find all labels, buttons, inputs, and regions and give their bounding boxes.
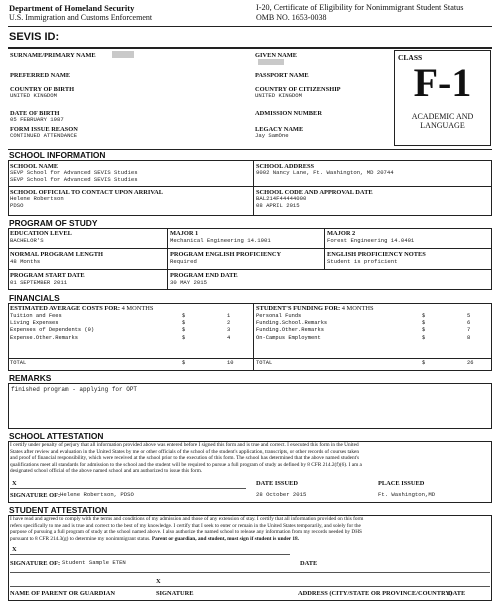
school-name-2: SEVP School for Advanced SEVIS Studies [10, 176, 138, 183]
place-issued-value: Ft. Washington,MD [378, 491, 436, 498]
class-value: F-1 [413, 60, 472, 105]
student-sig-name: Student Sample ETEN [62, 559, 126, 566]
cost-amount: 1 [227, 313, 231, 319]
school-section-title: SCHOOL INFORMATION [9, 150, 106, 160]
admission-label: ADMISSION NUMBER [255, 110, 322, 117]
redacted-given-name [258, 59, 284, 65]
program-start-label: PROGRAM START DATE [10, 272, 85, 279]
funding-currency: $ [422, 334, 426, 341]
class-label: CLASS [398, 53, 423, 62]
school-code-value: BAL214F44444000 [256, 195, 307, 202]
class-desc-2: LANGUAGE [420, 121, 465, 130]
program-divider-2 [324, 228, 325, 270]
program-length-value: 48 Months [10, 258, 41, 265]
school-name-1: SEVP School for Advanced SEVIS Studies [10, 169, 138, 176]
attestation-line: designated school official of the above named school and am authorized to issue this form. [10, 468, 203, 475]
funding-list [256, 313, 490, 342]
remarks-section-title: REMARKS [9, 373, 52, 383]
costs-total-row [10, 360, 250, 367]
funding-name: Personal Funds [256, 313, 302, 319]
parent-sig-x: X [156, 578, 161, 585]
omb-number: OMB NO. 1653-0038 [256, 13, 327, 22]
financials-divider [253, 303, 254, 371]
student-row-rule [10, 572, 490, 573]
funding-currency: $ [422, 313, 426, 319]
costs-total-value: 10 [227, 360, 234, 366]
parent-address-label: ADDRESS (CITY/STATE OR PROVINCE/COUNTRY) [298, 590, 453, 597]
costs-label: ESTIMATED AVERAGE COSTS FOR: [10, 305, 121, 312]
funding-label: STUDENT'S FUNDING FOR: [256, 305, 341, 312]
funding-amount: 7 [467, 327, 471, 334]
costs-total-label: TOTAL [10, 360, 27, 366]
costs-list [10, 313, 250, 342]
funding-total-row [256, 360, 490, 367]
list-item [256, 335, 490, 342]
funding-amount: 5 [467, 313, 471, 319]
school-address-label: SCHOOL ADDRESS [256, 163, 315, 170]
attestation-line: I have read and agreed to comply with the terms and conditions of my admission and those of any extension of stay. I certify that all information provided on this form [10, 516, 364, 522]
funding-name: Funding.School.Remarks [256, 320, 328, 327]
sevis-id-label: SEVIS ID: [9, 31, 60, 43]
list-item [256, 327, 490, 334]
form-title: I-20, Certificate of Eligibility for Nonimmigrant Student Status [256, 3, 464, 12]
student-sig-line [10, 554, 290, 555]
program-rule-1 [8, 248, 492, 249]
student-attestation-text [10, 516, 490, 542]
preferred-name-label: PREFERRED NAME [10, 72, 71, 79]
cost-currency: $ [182, 313, 186, 319]
major2-label: MAJOR 2 [327, 230, 356, 237]
major2-value: Forest Engineering 14.0401 [327, 237, 415, 244]
given-name-label: GIVEN NAME [255, 52, 298, 59]
funding-currency: $ [422, 320, 426, 327]
english-proficiency-label: PROGRAM ENGLISH PROFICIENCY [170, 251, 282, 258]
program-divider-1 [167, 228, 168, 290]
funding-total-currency: $ [422, 360, 426, 366]
parent-signature-label: SIGNATURE [156, 590, 194, 597]
cost-amount: 2 [227, 320, 231, 327]
english-notes-label: ENGLISH PROFICIENCY NOTES [327, 251, 426, 258]
funding-name: On-Campus Employment [256, 334, 321, 341]
funding-currency: $ [422, 327, 426, 334]
legacy-value: Jay SamOne [255, 132, 289, 139]
school-approval-date: 08 APRIL 2015 [256, 202, 300, 209]
school-mid-rule [8, 186, 492, 187]
major1-value: Mechanical Engineering 14.1901 [170, 237, 271, 244]
attestation-line-text: pursuant to 8 CFR 214.3(g) to determine my nonimmigrant status. [10, 535, 151, 542]
english-proficiency-value: Required [170, 258, 197, 265]
edu-level-label: EDUCATION LEVEL [10, 230, 72, 237]
school-sig-line [10, 488, 246, 489]
list-item [10, 313, 250, 320]
school-divider [253, 160, 254, 216]
dob-label: DATE OF BIRTH [10, 110, 60, 117]
dob-value: 05 FEBRUARY 1987 [10, 116, 64, 123]
attestation-line: and proof of financial responsibility, which were received at the school prior to the execution of this form. The school has determined that the above named student's [10, 455, 360, 462]
funding-total-value: 26 [467, 360, 474, 366]
major1-label: MAJOR 1 [170, 230, 199, 237]
parent-name-label: NAME OF PARENT OR GUARDIAN [10, 590, 115, 597]
school-official-name: Helene Robertson [10, 195, 64, 202]
cost-amount: 3 [227, 327, 231, 334]
costs-header [10, 305, 153, 312]
funding-amount: 8 [467, 334, 471, 341]
cost-currency: $ [182, 327, 186, 334]
funding-total-label: TOTAL [256, 360, 273, 366]
reason-label: FORM ISSUE REASON [10, 126, 78, 133]
student-date-label: DATE [300, 560, 318, 567]
cost-name: Expense.Other.Remarks [10, 334, 78, 341]
cost-name: Expenses of Dependents (0) [10, 327, 95, 334]
list-item [10, 327, 250, 334]
funding-months: 4 MONTHS [341, 305, 374, 312]
financials-section-title: FINANCIALS [9, 293, 60, 303]
program-length-label: NORMAL PROGRAM LENGTH [10, 251, 104, 258]
program-rule-2 [8, 269, 492, 270]
passport-name-label: PASSPORT NAME [255, 72, 309, 79]
funding-header [256, 305, 374, 312]
cost-currency: $ [182, 320, 186, 327]
legacy-label: LEGACY NAME [255, 126, 304, 133]
attestation-line: purpose of pursuing a full program of study at the school named above. I also authorize the named school to release any information from my records needed by DHS [10, 529, 362, 536]
school-sig-label: SIGNATURE OF: [10, 492, 61, 499]
student-sig-label: SIGNATURE OF: [10, 560, 61, 567]
attestation-line: refers specifically to me and is true and correct to the best of my knowledge. I certify that I seek to enter or remain in the United States temporarily, and solely for the [10, 522, 361, 529]
student-attestation-title: STUDENT ATTESTATION [9, 505, 108, 515]
agency-name: U.S. Immigration and Customs Enforcement [9, 13, 153, 22]
attestation-line: I certify under penalty of perjury that all information provided above was entered before I signed this form and is true and correct. I executed this form in the United [10, 442, 359, 448]
school-code-label: SCHOOL CODE AND APPROVAL DATE [256, 189, 373, 196]
list-item [256, 320, 490, 327]
student-sig-x: X [12, 546, 17, 553]
school-official-label: SCHOOL OFFICIAL TO CONTACT UPON ARRIVAL [10, 189, 163, 196]
school-name-label: SCHOOL NAME [10, 163, 59, 170]
costs-months: 4 MONTHS [121, 305, 154, 312]
costs-total-currency: $ [182, 360, 186, 366]
date-issued-label: DATE ISSUED [256, 480, 298, 487]
cost-name: Tuition and Fees [10, 313, 62, 319]
reason-value: CONTINUED ATTENDANCE [10, 132, 78, 139]
place-issued-label: PLACE ISSUED [378, 480, 425, 487]
parent-row-rule [10, 586, 490, 587]
school-address-value: 9002 Nancy Lane, Ft. Washington, MD 20744 [256, 169, 394, 176]
program-start-value: 01 SEPTEMBER 2011 [10, 279, 68, 286]
school-attestation-title: SCHOOL ATTESTATION [9, 431, 104, 441]
cost-currency: $ [182, 334, 186, 341]
cost-name: Living Expenses [10, 320, 59, 327]
list-item [256, 313, 490, 320]
redacted-surname [112, 51, 134, 58]
birth-country-value: UNITED KINGDOM [10, 92, 57, 99]
program-end-label: PROGRAM END DATE [170, 272, 238, 279]
english-notes-value: Student is proficient [327, 258, 398, 265]
citizenship-value: UNITED KINGDOM [255, 92, 302, 99]
attestation-line: qualifications meet all standards for admission to the school and the student will be required to pursue a full program of study as defined by 8 CFR 214.2(f)(6). I am a [10, 461, 362, 468]
remarks-text: finished program - applying for OPT [11, 386, 138, 393]
edu-level-value: BACHELOR'S [10, 237, 44, 244]
financials-total-rule [8, 358, 492, 359]
cost-amount: 4 [227, 334, 231, 341]
program-section-title: PROGRAM OF STUDY [9, 218, 98, 228]
dept-name: Department of Homeland Security [9, 3, 135, 13]
list-item [10, 320, 250, 327]
program-end-value: 30 MAY 2015 [170, 279, 207, 286]
surname-label: SURNAME/PRIMARY NAME [10, 52, 96, 59]
citizenship-label: COUNTRY OF CITIZENSHIP [255, 86, 341, 93]
header-rule [8, 26, 492, 27]
class-desc-1: ACADEMIC AND [411, 112, 474, 121]
funding-amount: 6 [467, 320, 471, 327]
sevis-rule [8, 47, 492, 49]
attestation-bold-tail: Parent or guardian, and student, must sign if student is under 18. [151, 535, 300, 542]
funding-name: Funding.Other.Remarks [256, 327, 324, 334]
school-attestation-text [10, 442, 490, 475]
birth-country-label: COUNTRY OF BIRTH [10, 86, 75, 93]
list-item [10, 335, 250, 342]
school-official-title: PDSO [10, 202, 24, 209]
school-sig-x: X [12, 480, 17, 487]
parent-date-label: DATE [448, 590, 466, 597]
date-issued-value: 28 October 2015 [256, 491, 307, 498]
school-sig-name: Helene Robertson, PDSO [60, 491, 134, 498]
attestation-line [10, 536, 490, 543]
attestation-line: States after review and evaluation in the United States by me or other officials of the school of the student's application, transcripts, or other records of courses taken [10, 448, 360, 455]
